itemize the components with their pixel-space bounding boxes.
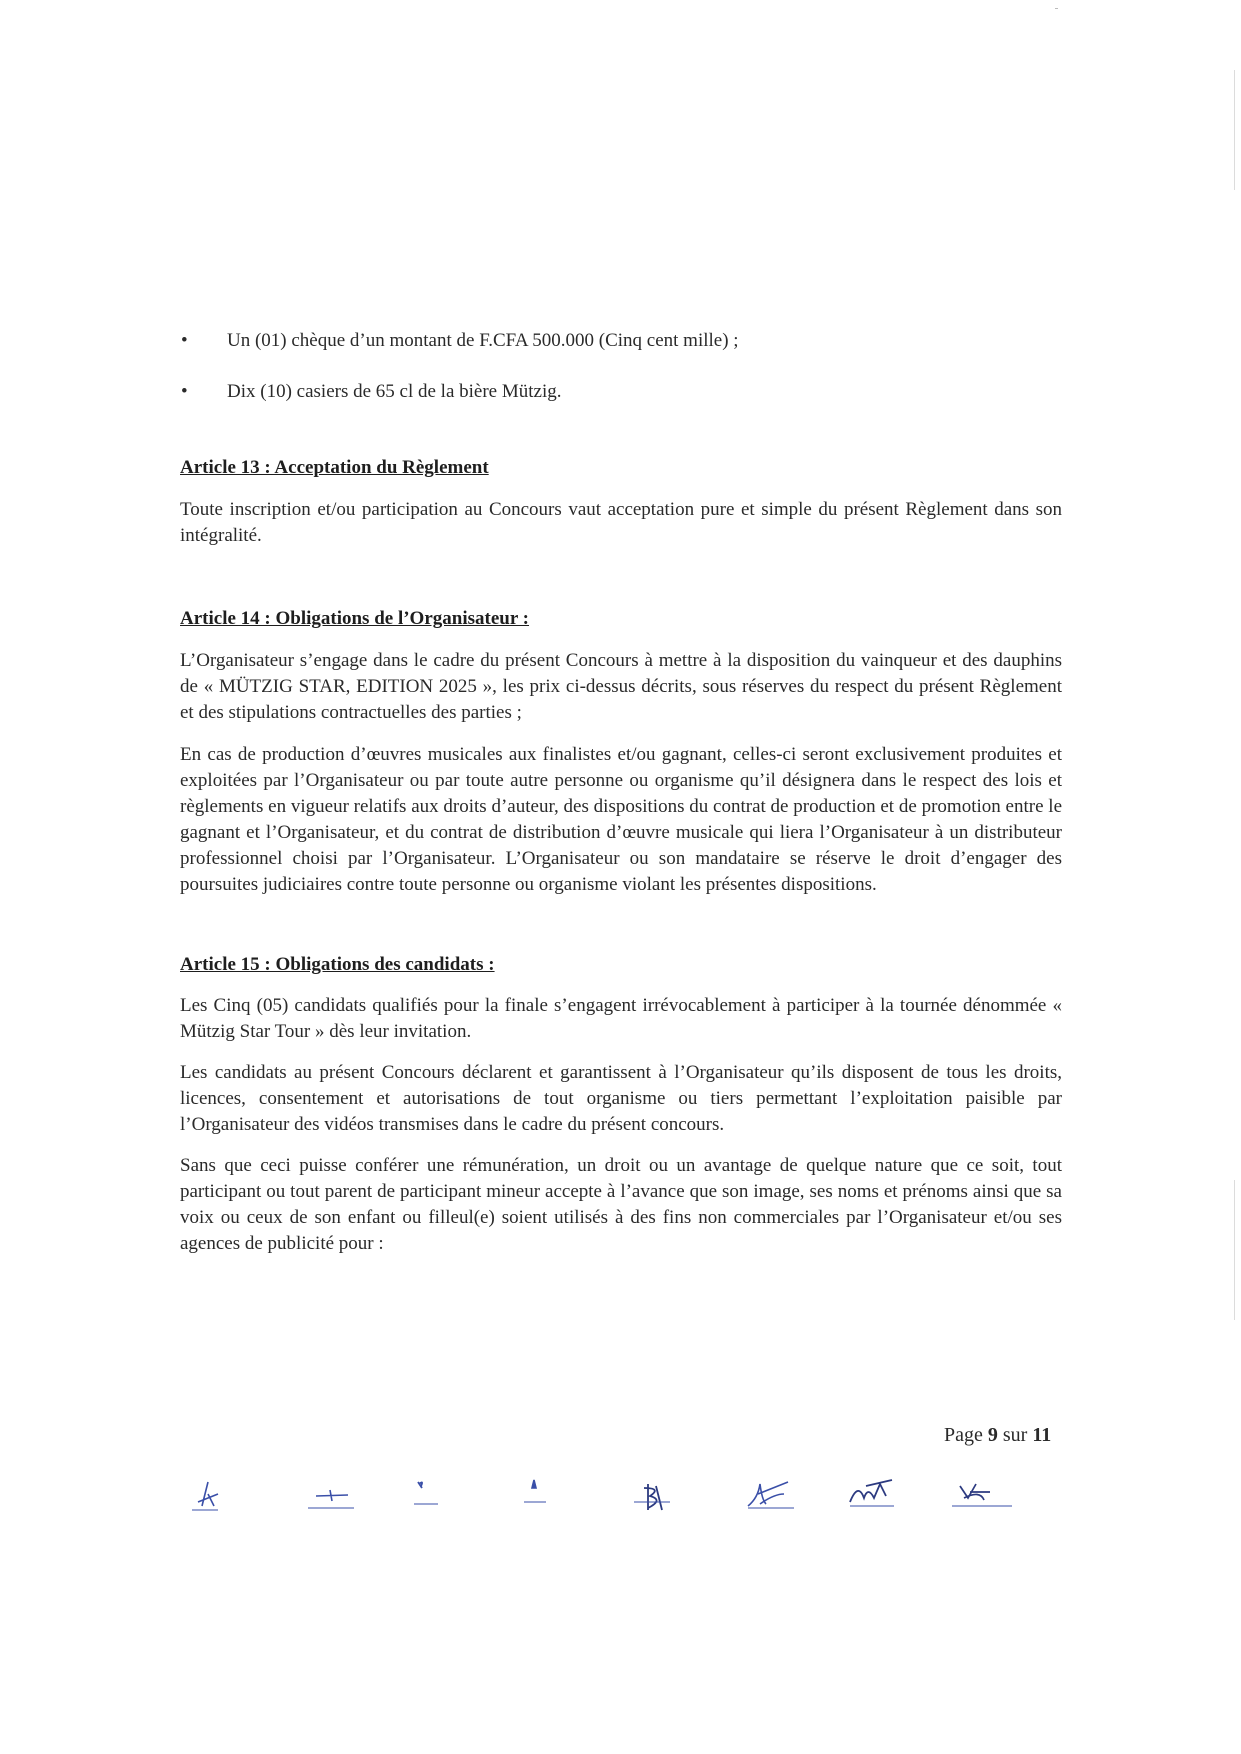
article-14-paragraph: En cas de production d’œuvres musicales aux finalistes et/ou gagnant, celles-ci seront exclusivement produites et exploitées par l’Organisateur ou par toute autre personne ou organisme qu’il désignera dans le respect des lois et règlements en vigueur relatifs aux droits d’auteur, des dispositions du contrat de production et de promotion entre le gagnant et l’Organisateur, et du contrat de distribution d’œuvre musicale qui liera l’Organisateur à un distributeur professionnel choisi par l’Organisateur. L’Organisateur ou son mandataire se réserve le droit d’engager des poursuites judiciaires contre toute personne ou organisme violant les présentes dispositions. [180,744,1062,895]
article-14-paragraph: L’Organisateur s’engage dans le cadre du présent Concours à mettre à la disposition du vainqueur et des dauphins de « MÜTZIG STAR, EDITION 2025 », les prix ci-dessus décrits, sous réserves du respect du présent Règlement et des stipulations contractuelles des parties ; [180,650,1062,723]
page-number-separator: sur [997,1424,1033,1446]
page-content [180,328,1062,1257]
list-item [180,328,1062,354]
initial-signature [302,1476,362,1520]
initial-signature [846,1476,906,1520]
page-number-current: 9 [987,1424,998,1446]
article-13-heading: Article 13 : Acceptation du Règlement [180,457,489,478]
initial-signature [520,1476,580,1520]
initial-signature [408,1476,468,1520]
article-13-paragraph: Toute inscription et/ou participation au Concours vaut acceptation pure et simple du présent Règlement dans son intégralité. [180,499,1062,546]
list-item-text: Un (01) chèque d’un montant de F.CFA 500.000 (Cinq cent mille) ; [227,330,739,351]
bullet-icon: • [181,330,188,351]
article-15-heading: Article 15 : Obligations des candidats : [180,954,495,975]
article-14-heading: Article 14 : Obligations de l’Organisateur : [180,608,530,629]
article-15-paragraph: Les Cinq (05) candidats qualifiés pour la finale s’engagent irrévocablement à participer à la tournée dénommée « Mützig Star Tour » dès leur invitation. [180,995,1062,1042]
scan-edge-shadow [1234,70,1235,190]
page-number [944,1424,1051,1447]
article-15-paragraph: Sans que ceci puisse conférer une rémunération, un droit ou un avantage de quelque nature que ce soit, tout participant ou tout parent de participant mineur accepte à l’avance que son image, ses noms et prénoms ainsi que sa voix ou ceux de son enfant ou filleul(e) soient utilisés à des fins non commerciales par l’Organisateur et/ou ses agences de publicité pour : [180,1155,1062,1254]
prize-list [180,328,1062,405]
list-item-text: Dix (10) casiers de 65 cl de la bière Mützig. [227,381,562,402]
article-15-paragraph: Les candidats au présent Concours déclarent et garantissent à l’Organisateur qu’ils disposent de tous les droits, licences, consentement et autorisations de tout organisme ou tiers permettant l’exploitation paisible par l’Organisateur des vidéos transmises dans le cadre du présent concours. [180,1062,1062,1135]
scan-edge-shadow [1234,1180,1235,1320]
page-number-prefix: Page [944,1424,988,1446]
article-13 [180,455,1062,549]
initial-signature [744,1476,804,1520]
page-number-total: 11 [1032,1424,1052,1446]
article-15 [180,952,1062,1257]
initial-signature [628,1476,688,1520]
initial-signature [188,1476,248,1520]
article-14 [180,606,1062,898]
list-item [180,379,1062,405]
scan-artifact [1055,8,1058,9]
initials-row [0,1476,1241,1526]
initial-signature [950,1476,1010,1520]
bullet-icon: • [181,381,188,402]
